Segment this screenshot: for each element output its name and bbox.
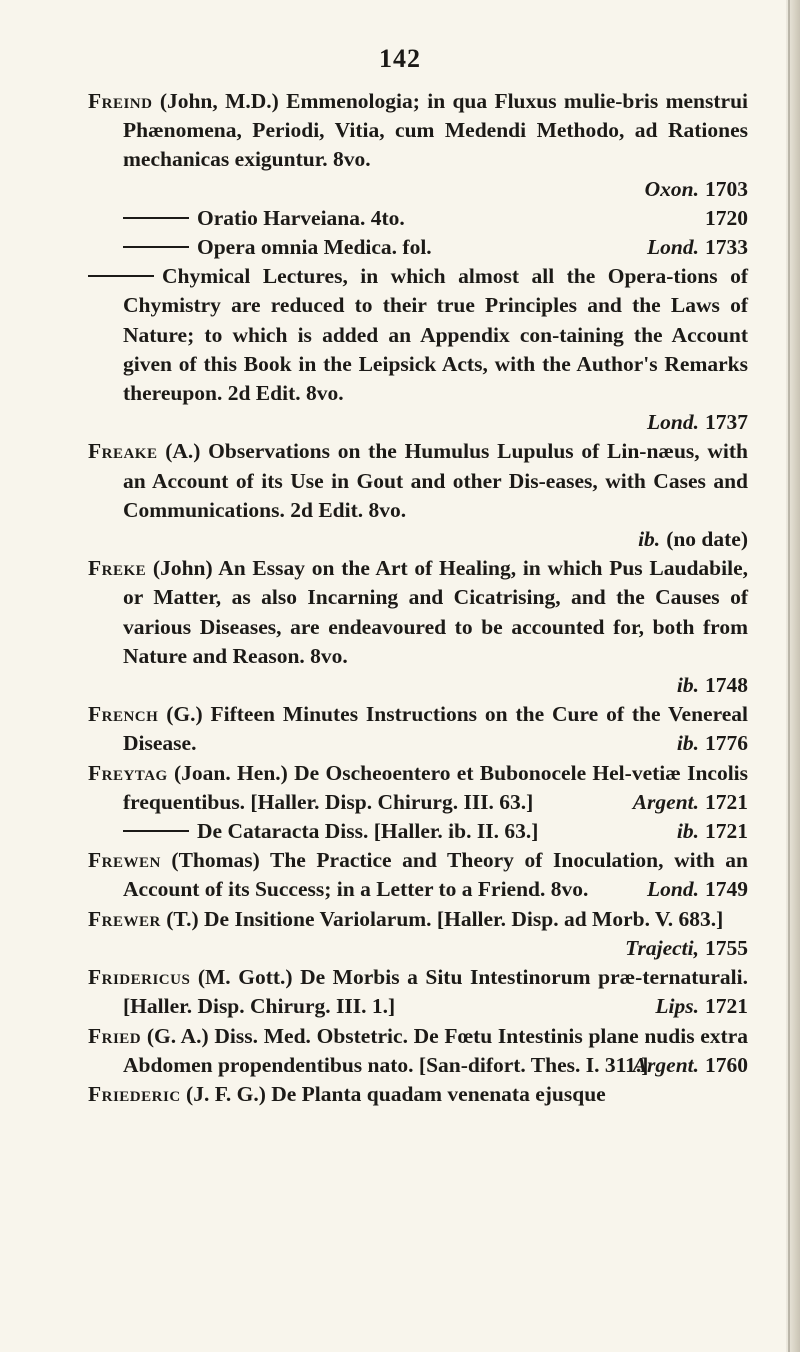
imprint-year: 1703 (705, 176, 748, 201)
imprint-year: 1721 (705, 819, 748, 844)
entry-imprint (676, 729, 748, 758)
entry-imprint (655, 992, 748, 1021)
entry-text: Oratio Harveiana. 4to. (197, 205, 405, 230)
entry-text: (John) An Essay on the Art of Healing, in which Pus Laudabile, or Matter, as also Incarning and Cicatrising, and the Causes of various Diseases, are endeavoured to be accounted for, both from Nature and Reason. 8vo. (123, 556, 748, 668)
page-number: 142 (379, 44, 421, 73)
entry-imprint (647, 233, 748, 262)
entry-author: Frewer (88, 906, 161, 931)
entry-imprint (123, 408, 748, 437)
entry-text: (G. A.) Diss. Med. Obstetric. De Fœtu Intestinis plane nudis extra Abdomen propendentibus nato. [San-difort. Thes. I. 311.] (123, 1023, 749, 1077)
entry-author: Fried (88, 1023, 142, 1048)
entry-author: Fridericus (88, 965, 191, 990)
imprint-place: Lips. (655, 994, 699, 1019)
ditto-dash (123, 246, 189, 248)
entry-imprint (647, 875, 748, 904)
entry-author: Freake (88, 439, 158, 464)
imprint-place: ib. (638, 527, 661, 552)
entry-text: (John, M.D.) Emmenologia; in qua Fluxus mulie-bris menstrui Phænomena, Periodi, Vitia, cum Medendi Methodo, ad Rationes mechanicas exiguntur. 8vo. (123, 89, 748, 172)
bibliography-entry (88, 700, 748, 758)
entry-text: (T.) De Insitione Variolarum. [Haller. Disp. ad Morb. V. 683.] (166, 906, 724, 931)
bibliography-entry (88, 1080, 748, 1109)
entry-text: (G.) Fifteen Minutes Instructions on the Cure of the Venereal Disease. (123, 702, 749, 756)
imprint-year: 1755 (705, 935, 748, 960)
entry-text: De Cataracta Diss. [Haller. ib. II. 63.] (197, 819, 539, 844)
imprint-place: ib. (676, 673, 699, 698)
bibliography-subentry (88, 204, 748, 233)
imprint-place: ib. (676, 731, 699, 756)
bibliography-entry (88, 759, 748, 817)
bibliography-entry (88, 554, 748, 700)
imprint-year: 1749 (705, 877, 748, 902)
ditto-dash (123, 217, 189, 219)
imprint-year: 1721 (705, 789, 748, 814)
bibliography-entry (88, 1022, 748, 1080)
ditto-dash (88, 275, 154, 277)
entry-author: Frewen (88, 848, 161, 873)
imprint-place: Lond. (647, 410, 699, 435)
imprint-place: Oxon. (644, 176, 699, 201)
entry-author: Freytag (88, 760, 168, 785)
entry-imprint (123, 671, 748, 700)
entry-text: (M. Gott.) De Morbis a Situ Intestinorum præ-ternaturali. [Haller. Disp. Chirurg. III. 1.] (123, 965, 748, 1019)
imprint-place: Lond. (647, 235, 699, 260)
bibliography-entry (88, 905, 748, 963)
imprint-place: Argent. (632, 789, 699, 814)
bibliography-subentry (88, 262, 748, 437)
entry-text: (Thomas) The Practice and Theory of Inoculation, with an Account of its Success; in a Letter to a Friend. 8vo. (123, 848, 748, 902)
bibliography-list (88, 87, 748, 1109)
entry-imprint (123, 525, 748, 554)
imprint-year: 1776 (705, 731, 748, 756)
entry-text: Chymical Lectures, in which almost all the Opera-tions of Chymistry are reduced to their true Principles and the Laws of Nature; to which is added an Appendix con-taining the Account given of this Book in the Leipsick Acts, with the Author's Remarks thereupon. 2d Edit. 8vo. (123, 264, 748, 406)
entry-author: French (88, 702, 159, 727)
bibliography-entry (88, 963, 748, 1021)
imprint-year: (no date) (666, 527, 748, 552)
imprint-year: 1720 (705, 205, 748, 230)
imprint-year: 1733 (705, 235, 748, 260)
entry-author: Friederic (88, 1081, 181, 1106)
entry-text: Opera omnia Medica. fol. (197, 235, 432, 260)
entry-author: Freke (88, 556, 147, 581)
imprint-place: Lond. (647, 877, 699, 902)
entry-imprint (632, 788, 748, 817)
page-edge-shadow (788, 0, 790, 1352)
imprint-year: 1721 (705, 994, 748, 1019)
entry-imprint (123, 175, 748, 204)
entry-imprint (632, 1051, 748, 1080)
entry-text: (A.) Observations on the Humulus Lupulus of Lin-næus, with an Account of its Use in Gout and other Dis-eases, with Cases and Communications. 2d Edit. 8vo. (123, 439, 748, 522)
imprint-year: 1748 (705, 673, 748, 698)
entry-text: (Joan. Hen.) De Oscheoentero et Bubonocele Hel-vetiæ Incolis frequentibus. [Haller. Disp. Chirurg. III. 63.] (123, 760, 749, 814)
imprint-place: ib. (676, 819, 699, 844)
entry-imprint (677, 817, 748, 846)
bibliography-entry (88, 437, 748, 554)
ditto-dash (123, 830, 189, 832)
imprint-year: 1737 (705, 410, 748, 435)
imprint-year: 1760 (705, 1052, 748, 1077)
bibliography-entry (88, 87, 748, 204)
entry-author: Freind (88, 89, 153, 113)
imprint-place: Trajecti, (625, 935, 699, 960)
imprint-place: Argent. (632, 1052, 699, 1077)
entry-text: (J. F. G.) De Planta quadam venenata ejusque (186, 1081, 606, 1106)
bibliography-subentry (88, 233, 748, 262)
entry-imprint (625, 934, 748, 963)
entry-imprint (705, 204, 748, 233)
bibliography-entry (88, 846, 748, 904)
bibliography-subentry (88, 817, 748, 846)
